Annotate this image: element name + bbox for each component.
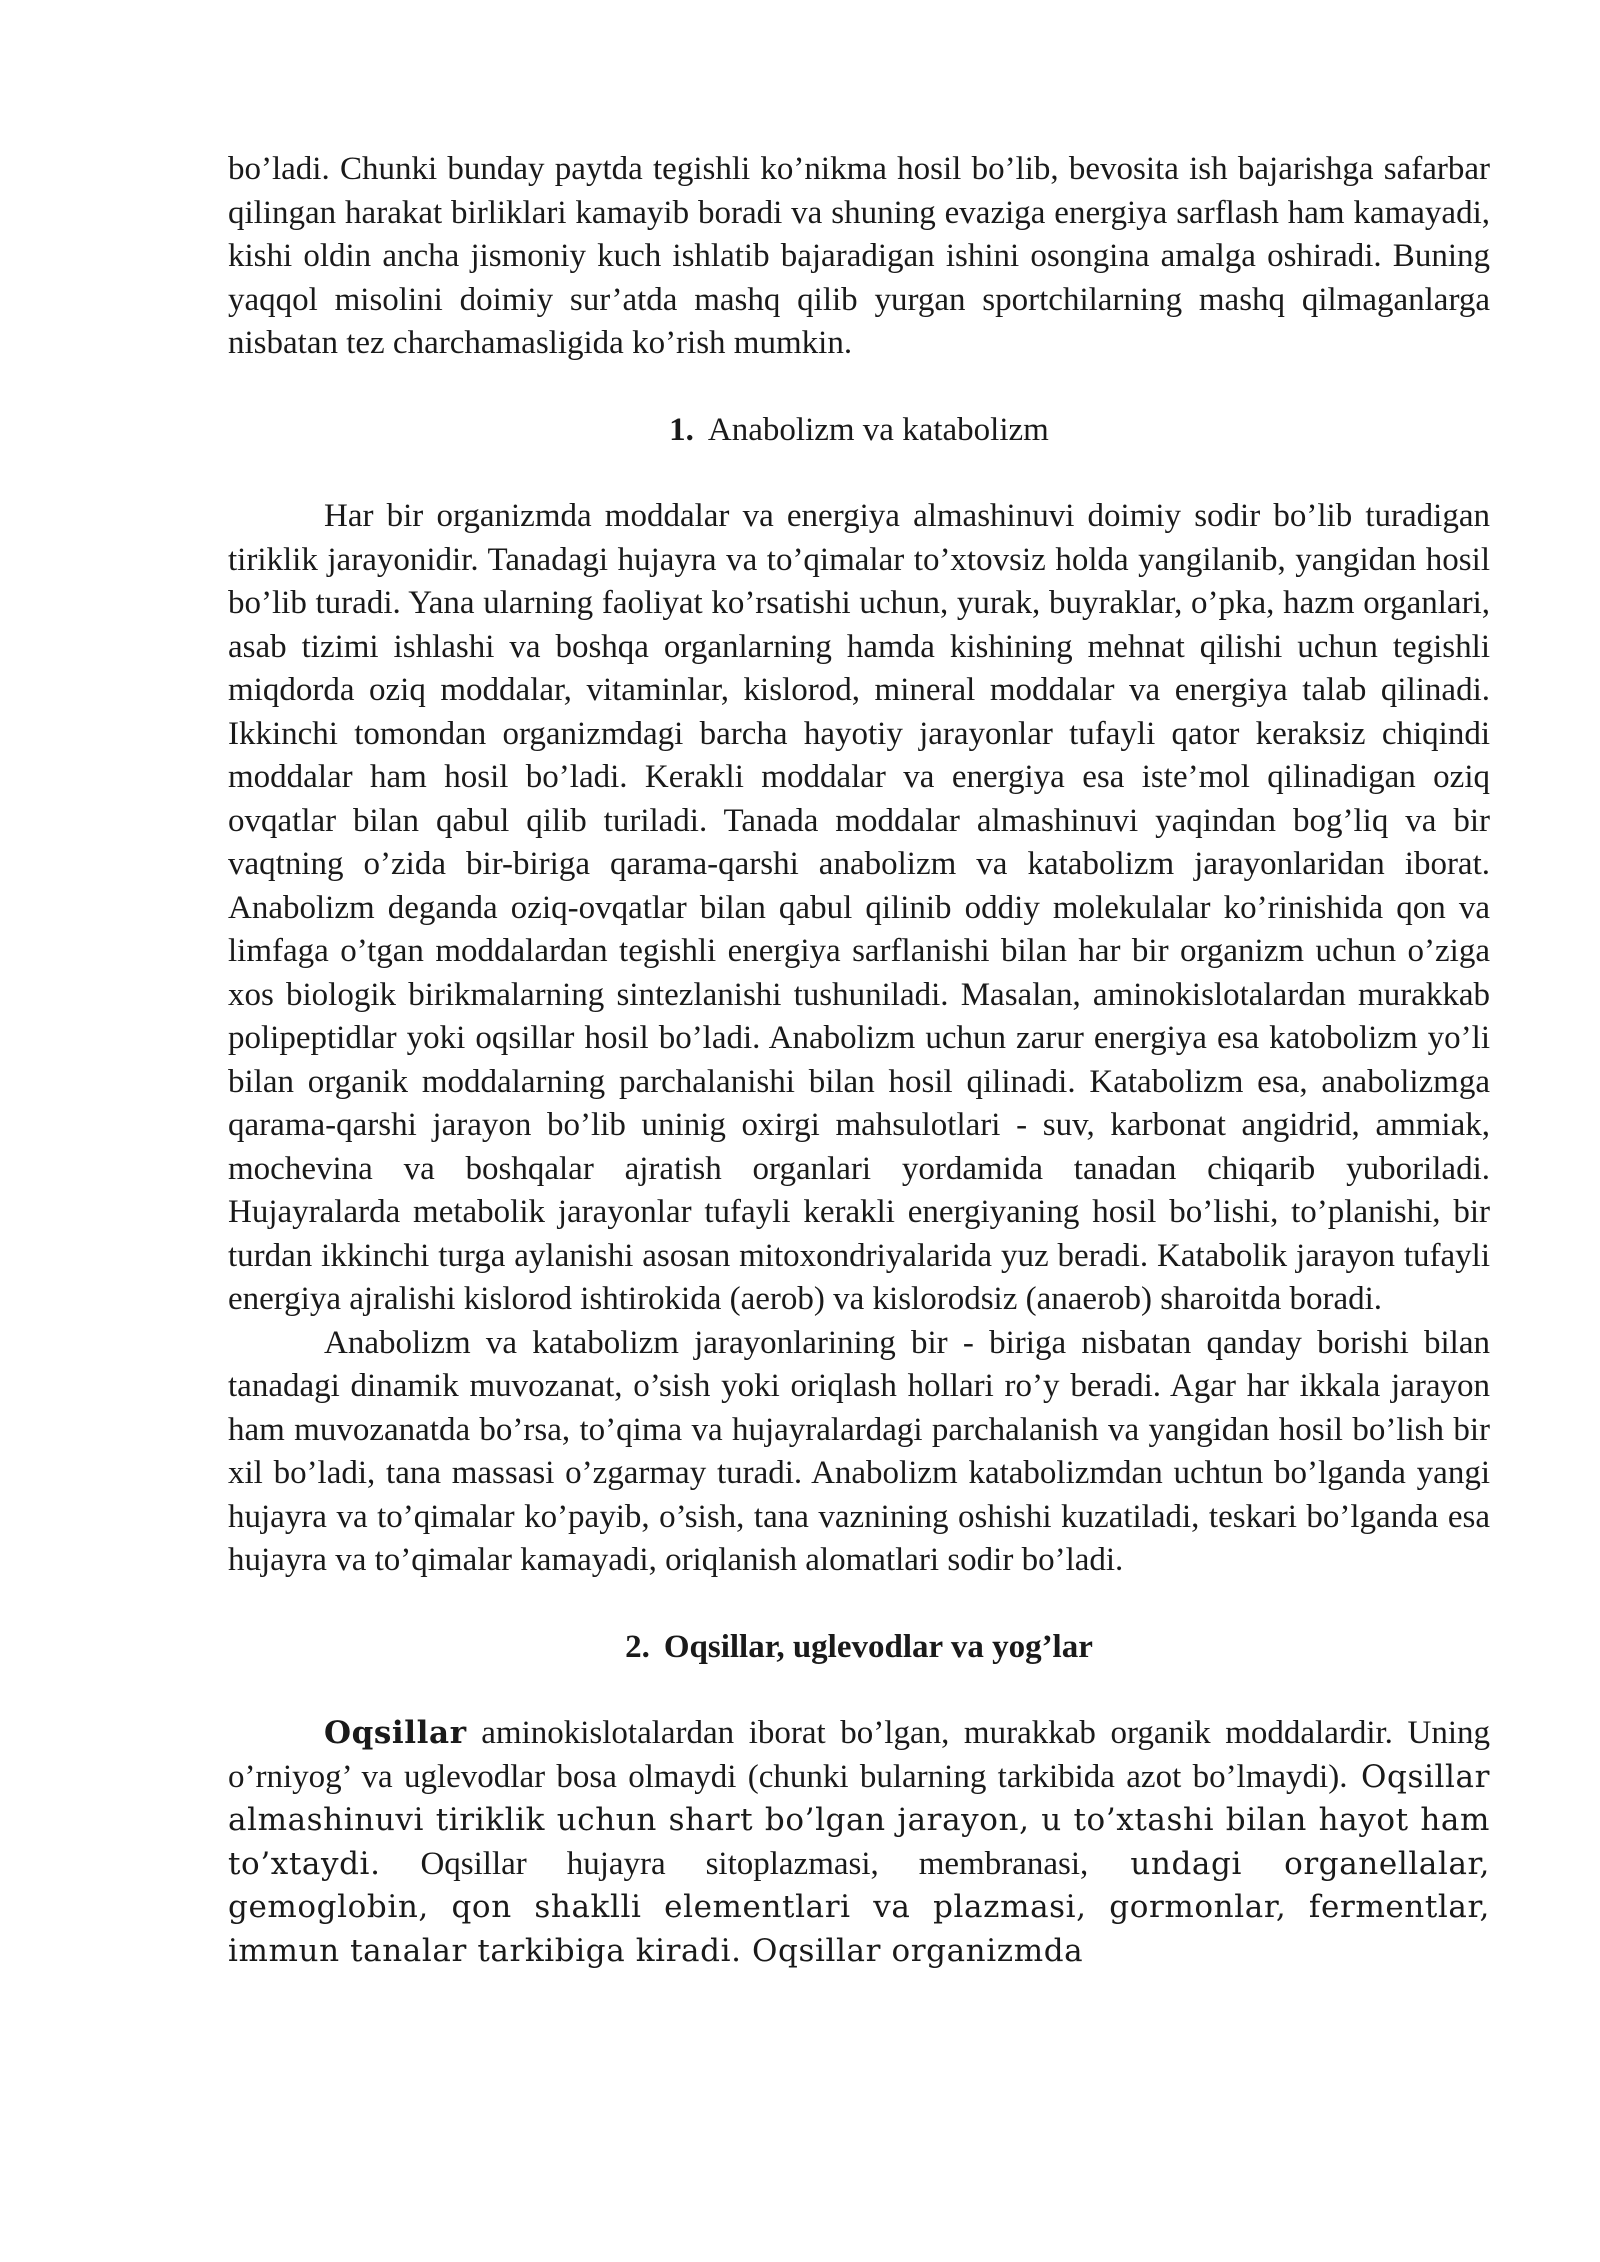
section-heading-1 — [228, 409, 1490, 453]
paragraph-intro: bo’ladi. Chunki bunday paytda tegishli ko’nikma hosil bo’lib, bevosita ish bajarishga safarbar qilingan harakat birliklari kamayib boradi va shuning evaziga energiya sarflash ham kamayadi, kishi oldin ancha jismoniy kuch ishlatib bajaradigan ishini osongina amalga oshiradi. Buning yaqqol misolini doimiy sur’atda mashq qilib yurgan sportchilarning mashq qilmaganlarga nisbatan tez charchamasligida ko’rish mumkin. — [228, 151, 1490, 361]
section-title-2: Oqsillar, uglevodlar va yog’lar — [663, 1628, 1093, 1665]
proteins-text-3: Oqsillar hujayra sitoplazmasi, membranasi, — [380, 1845, 1089, 1882]
paragraph-anabolism: Har bir organizmda moddalar va energiya almashinuvi doimiy sodir bo’lib turadigan tiriklik jarayonidir. Tanadagi hujayra va to’qimalar to’xtovsiz holda yangilanib, yangidan hosil bo’lib turadi. Yana ularning faoliyat ko’rsatishi uchun, yurak, buyraklar, o’pka, hazm organlari, asab tizimi ishlashi va boshqa organlarning hamda kishining mehnat qilishi uchun tegishli miqdorda oziq moddalar, vitaminlar, kislorod, mineral moddalar va energiya talab qilinadi. Ikkinchi tomondan organizmdagi barcha hayotiy jarayonlar tufayli qator keraksiz chiqindi moddalar ham hosil bo’ladi. Kerakli moddalar va energiya esa iste’mol qilinadigan oziq ovqatlar bilan qabul qilib turiladi. Tanada moddalar almashinuvi yaqindan bog’liq va bir vaqtning o’zida bir-biriga qarama-qarshi anabolizm va katabolizm jarayonlaridan iborat. Anabolizm deganda oziq-ovqatlar bilan qabul qilinib oddiy molekulalar ko’rinishida qon va limfaga o’tgan moddalardan tegishli energiya sarflanishi bilan har bir organizm uchun o’ziga xos biologik birikmalarning sintezlanishi tushuniladi. Masalan, aminokislotalardan murakkab polipeptidlar yoki oqsillar hosil bo’ladi. Anabolizm uchun zarur energiya esa katobolizm yo’li bilan organik moddalarning parchalanishi bilan hosil qilinadi. Katabolizm esa, anabolizmga qarama-qarshi jarayon bo’lib uninig oxirgi mahsulotlari - suv, karbonat angidrid, ammiak, mochevina va boshqalar ajratish organlari yordamida tanadan chiqarib yuboriladi. Hujayralarda metabolik jarayonlar tufayli kerakli energiyaning hosil bo’lishi, to’planishi, bir turdan ikkinchi turga aylanishi asosan mitoxondriyalarida yuz beradi. Katabolik jarayon tufayli energiya ajralishi kislorod ishtirokida (aerob) va kislorodsiz (anaerob) sharoitda boradi. — [228, 498, 1490, 1317]
proteins-text-4: undagi organellalar, gemoglobin, qon shaklli elementlari va plazmasi, gormonlar, fermentlar, immun tanalar tarkibiga kiradi. Oqsillar organizmda — [228, 1845, 1490, 1969]
term-proteins: Oqsillar — [324, 1715, 467, 1751]
section-heading-2 — [228, 1626, 1490, 1670]
proteins-text-1: aminokislotalardan iborat bo’lgan, murakkab organik moddalardir. Uning o’rniyog’ va uglevodlar bosa olmaydi (chunki bularning tarkibida azot bo’lmaydi). — [228, 1715, 1490, 1795]
document-page — [228, 148, 1490, 1973]
paragraph-balance: Anabolizm va katabolizm jarayonlarining bir - biriga nisbatan qanday borishi bilan tanadagi dinamik muvozanat, o’sish yoki oriqlash hollari ro’y beradi. Agar har ikkala jarayon ham muvozanatda bo’rsa, to’qima va hujayralardagi parchalanish va yangidan hosil bo’lish bir xil bo’ladi, tana massasi o’zgarmay turadi. Anabolizm katabolizmdan uchtun bo’lganda yangi hujayra va to’qimalar ko’payib, o’sish, tana vaznining oshishi kuzatiladi, teskari bo’lganda esa hujayra va to’qimalar kamayadi, oriqlanish alomatlari sodir bo’ladi. — [228, 1324, 1490, 1578]
section-title-1: Anabolizm va katabolizm — [707, 411, 1049, 448]
proteins-text-2: Oqsillar almashinuvi tiriklik uchun shart bo’lgan jarayon, u to’xtashi bilan hayot ham to’xtaydi. — [228, 1758, 1490, 1882]
section-number-1: 1. — [669, 411, 694, 448]
paragraph-proteins — [228, 1712, 1490, 1973]
section-number-2: 2. — [625, 1628, 650, 1665]
